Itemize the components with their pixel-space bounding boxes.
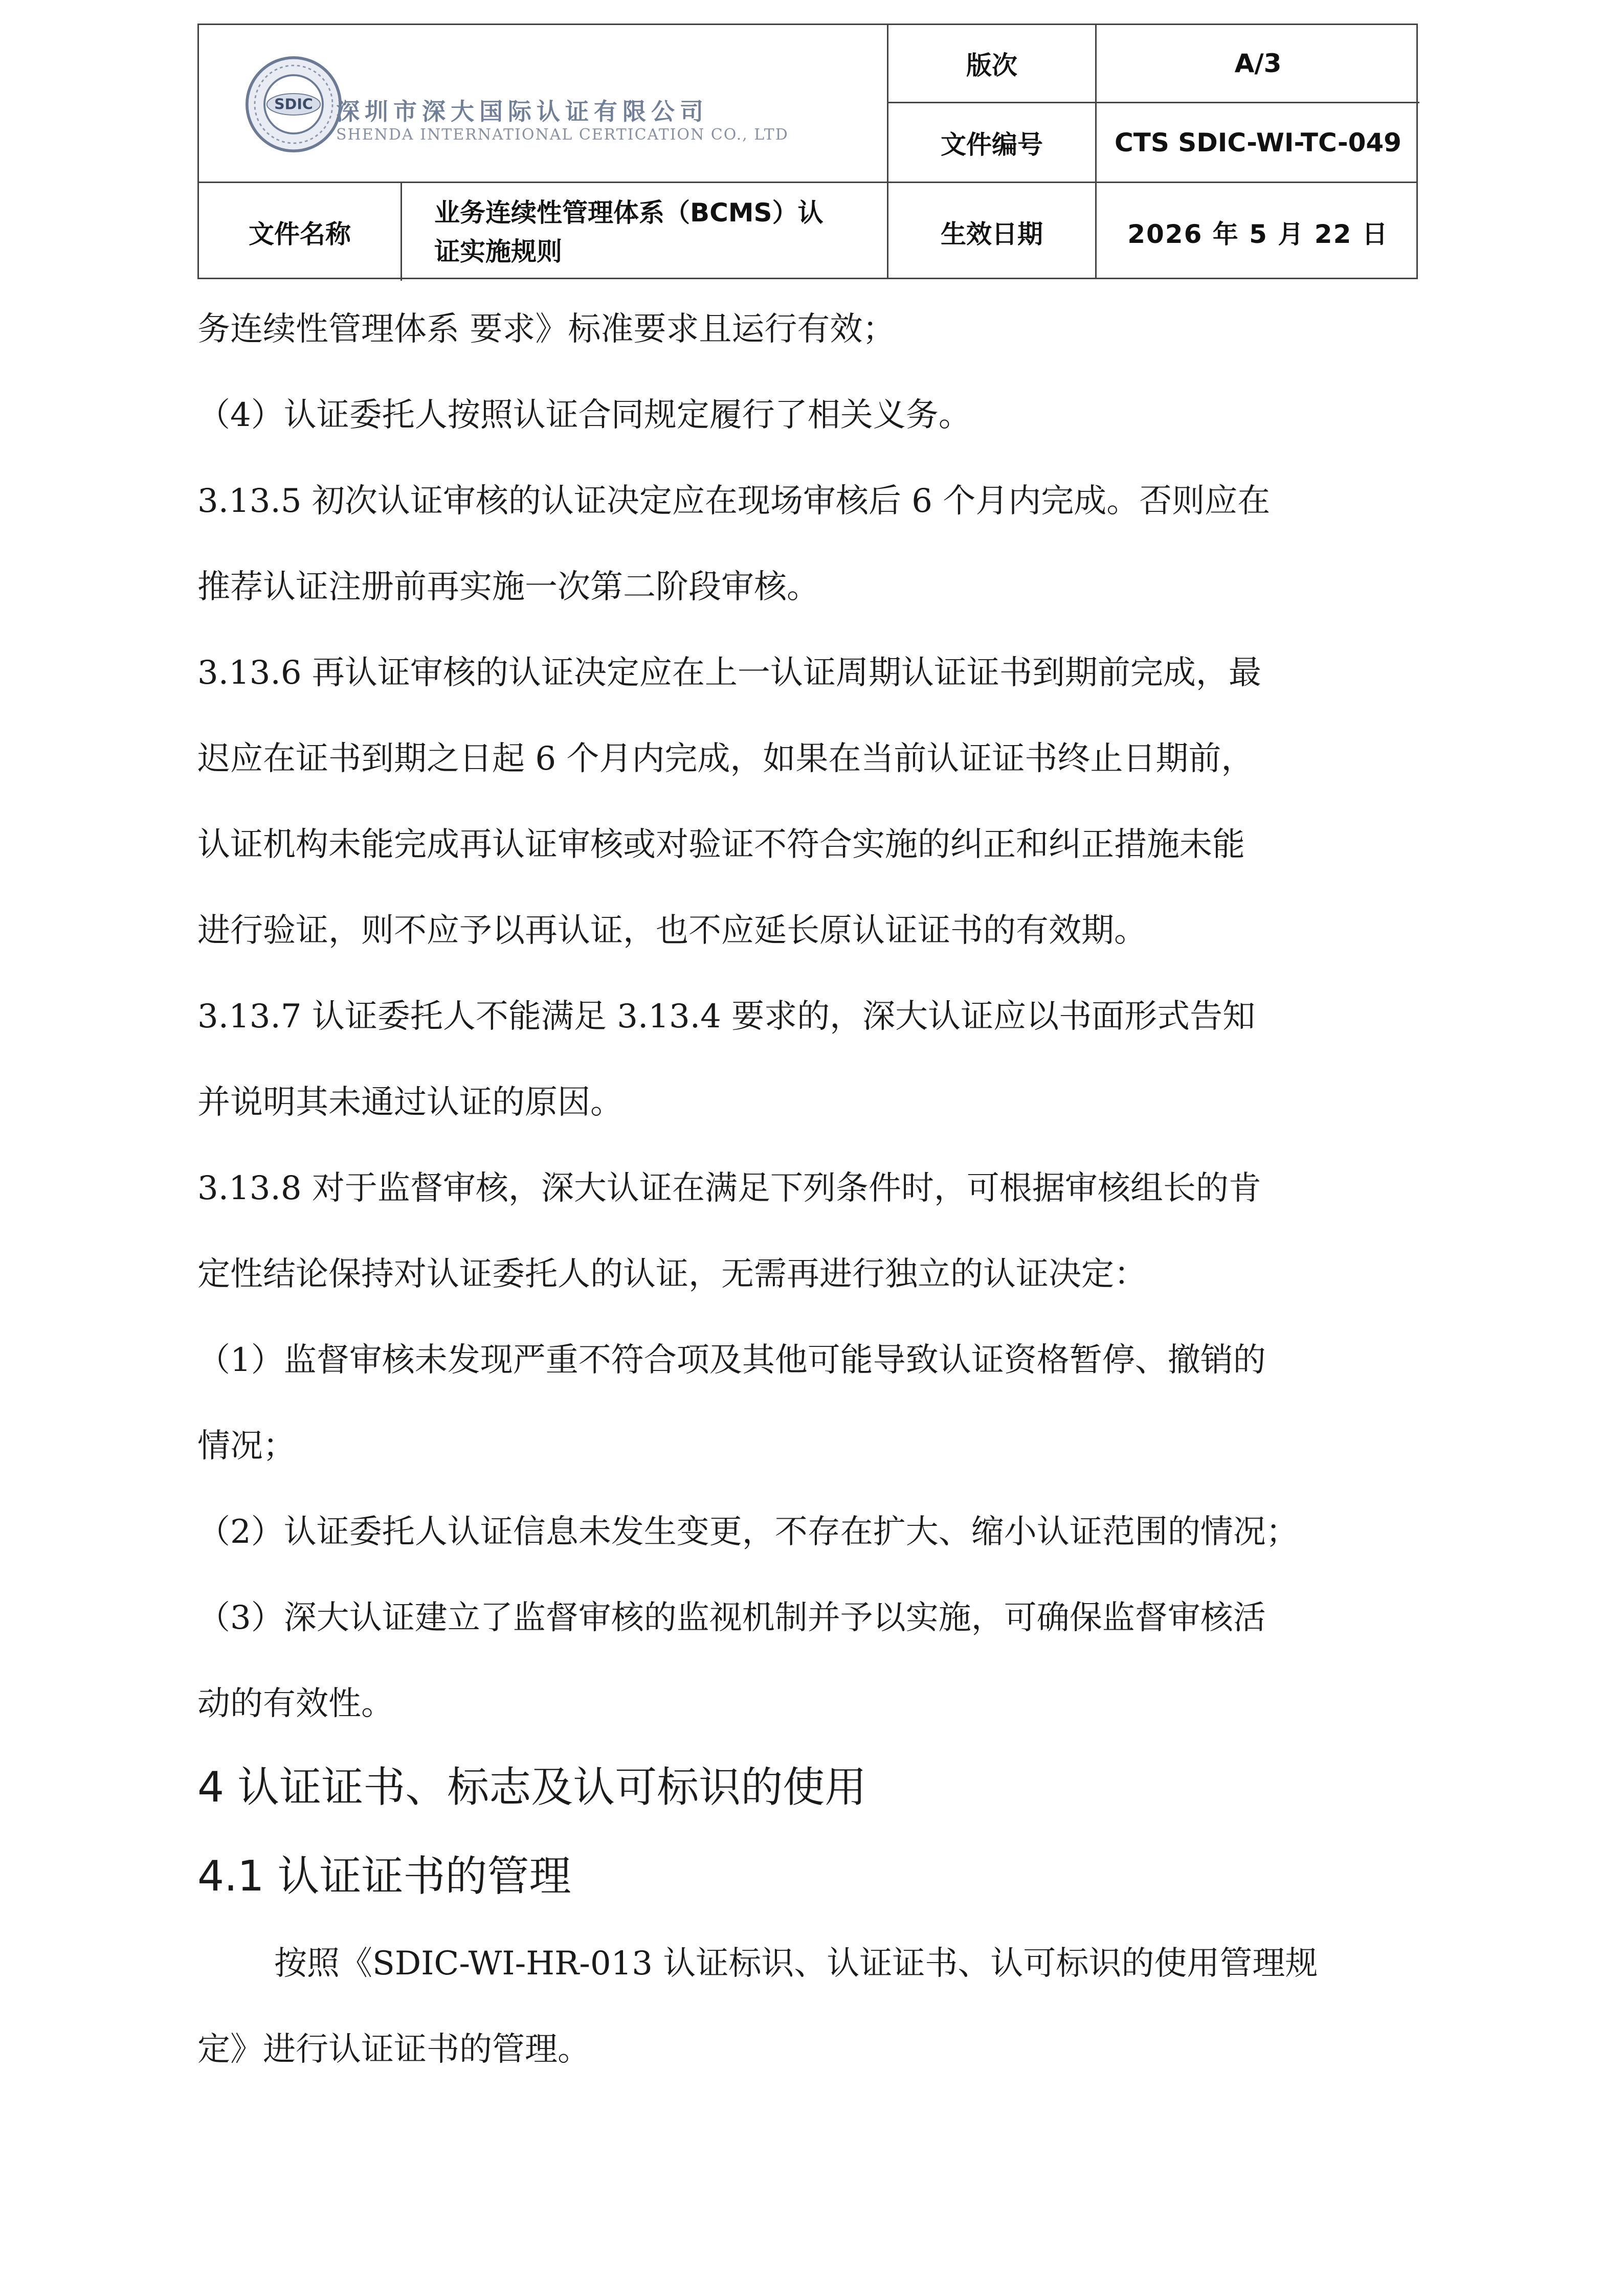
- body-line: 3.13.6 再认证审核的认证决定应在上一认证周期认证证书到期前完成，最: [197, 654, 1261, 692]
- body-line: 定》进行认证证书的管理。: [197, 2031, 590, 2068]
- body-line: 情况；: [197, 1427, 296, 1465]
- body-line: 动的有效性。: [197, 1685, 394, 1723]
- doc-name-line: 业务连续性管理体系（BCMS）认: [434, 197, 824, 228]
- document-body: [197, 286, 1445, 2092]
- document-header-table: [197, 24, 1418, 279]
- company-seal-icon: [245, 56, 342, 153]
- body-line: （4）认证委托人按照认证合同规定履行了相关义务。: [197, 396, 971, 434]
- body-line: （2）认证委托人认证信息未发生变更，不存在扩大、缩小认证范围的情况；: [197, 1513, 1299, 1551]
- logo-text: SDIC: [274, 96, 313, 113]
- body-line: 并说明其未通过认证的原因。: [197, 1084, 623, 1121]
- body-line: 3.13.7 认证委托人不能满足 3.13.4 要求的，深大认证应以书面形式告知: [197, 998, 1256, 1036]
- doc-number-label: 文件编号: [941, 129, 1043, 160]
- body-line: 3.13.5 初次认证审核的认证决定应在现场审核后 6 个月内完成。否则应在: [197, 482, 1271, 520]
- body-line: 推荐认证注册前再实施一次第二阶段审核。: [197, 568, 819, 606]
- doc-number-value: CTS SDIC-WI-TC-049: [1115, 127, 1401, 157]
- doc-name-label: 文件名称: [249, 219, 351, 249]
- doc-name-value: [434, 183, 887, 281]
- section-heading: 4 认证证书、标志及认可标识的使用: [197, 1763, 867, 1812]
- body-line: 3.13.8 对于监督审核，深大认证在满足下列条件时，可根据审核组长的肯: [197, 1169, 1261, 1207]
- company-name-cn: 深圳市深大国际认证有限公司: [336, 98, 708, 125]
- body-line: 定性结论保持对认证委托人的认证，无需再进行独立的认证决定：: [197, 1255, 1147, 1293]
- body-line: （3）深大认证建立了监督审核的监视机制并予以实施，可确保监督审核活: [197, 1599, 1266, 1637]
- body-line: （1）监督审核未发现严重不符合项及其他可能导致认证资格暂停、撤销的: [197, 1341, 1266, 1379]
- doc-name-line: 证实施规则: [434, 236, 562, 266]
- subsection-heading: 4.1 认证证书的管理: [197, 1852, 571, 1901]
- effective-date-value: 2026 年 5 月 22 日: [1127, 219, 1389, 249]
- body-line: 进行验证，则不应予以再认证，也不应延长原认证证书的有效期。: [197, 912, 1147, 950]
- table-divider: [401, 182, 402, 281]
- body-line: 认证机构未能完成再认证审核或对验证不符合实施的纠正和纠正措施未能: [197, 826, 1245, 864]
- body-line: 务连续性管理体系 要求》标准要求且运行有效；: [197, 310, 896, 348]
- company-name-en: SHENDA INTERNATIONAL CERTICATION CO., LTD: [336, 126, 789, 144]
- company-logo: [245, 53, 789, 181]
- version-label: 版次: [966, 51, 1017, 80]
- effective-date-label: 生效日期: [941, 219, 1043, 249]
- version-value: A/3: [1234, 49, 1282, 78]
- body-line: 迟应在证书到期之日起 6 个月内完成，如果在当前认证证书终止日期前，: [197, 740, 1254, 778]
- body-line: 按照《SDIC-WI-HR-013 认证标识、认证证书、认可标识的使用管理规: [274, 1945, 1318, 1983]
